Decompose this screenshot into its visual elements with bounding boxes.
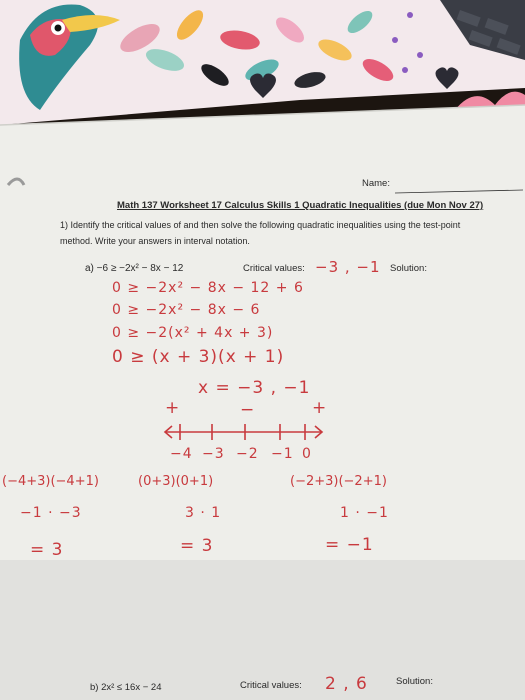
tick-label: −1 xyxy=(271,446,294,462)
tick-label: −4 xyxy=(170,446,193,462)
critical-values-line: x = −3 , −1 xyxy=(198,378,311,398)
test-point-middle: (0+3)(0+1) xyxy=(138,474,214,489)
part-b-problem: b) 2x² ≤ 16x − 24 xyxy=(90,682,162,693)
tick-label: 0 xyxy=(302,446,312,462)
part-b-critical-answer: 2 , 6 xyxy=(325,674,368,694)
question-1-line-1: 1) Identify the critical values of and then solve the following quadratic inequalities using the test-point xyxy=(60,220,461,230)
product-middle: 3 · 1 xyxy=(185,505,222,521)
tick-label: −3 xyxy=(202,446,225,462)
part-a-solution-label: Solution: xyxy=(390,263,427,274)
sign-right: + xyxy=(312,398,328,418)
work-line-1: 0 ≥ −2x² − 8x − 12 + 6 xyxy=(112,280,304,296)
part-b-solution-label: Solution: xyxy=(396,676,433,687)
result-right: = −1 xyxy=(325,535,374,555)
sign-left: + xyxy=(165,398,181,418)
part-a-problem: a) −6 ≥ −2x² − 8x − 12 xyxy=(85,263,184,274)
sign-middle: − xyxy=(240,400,256,420)
tick-label: −2 xyxy=(236,446,259,462)
part-a-critical-answer: −3 , −1 xyxy=(315,258,381,276)
result-middle: = 3 xyxy=(180,536,214,556)
part-a-critical-label: Critical values: xyxy=(243,263,305,274)
worksheet-title: Math 137 Worksheet 17 Calculus Skills 1 Quadratic Inequalities (due Mon Nov 27) xyxy=(117,200,484,211)
name-label: Name: xyxy=(362,178,390,189)
test-point-right: (−2+3)(−2+1) xyxy=(290,474,387,489)
product-right: 1 · −1 xyxy=(340,505,389,521)
work-line-4: 0 ≥ (x + 3)(x + 1) xyxy=(112,347,285,367)
work-line-3: 0 ≥ −2(x² + 4x + 3) xyxy=(112,325,274,341)
part-b-critical-label: Critical values: xyxy=(240,680,302,691)
test-point-left: (−4+3)(−4+1) xyxy=(2,474,99,489)
work-line-2: 0 ≥ −2x² − 8x − 6 xyxy=(112,302,261,318)
question-1-line-2: method. Write your answers in interval notation. xyxy=(60,236,250,246)
result-left: = 3 xyxy=(30,540,64,560)
product-left: −1 · −3 xyxy=(20,505,82,521)
